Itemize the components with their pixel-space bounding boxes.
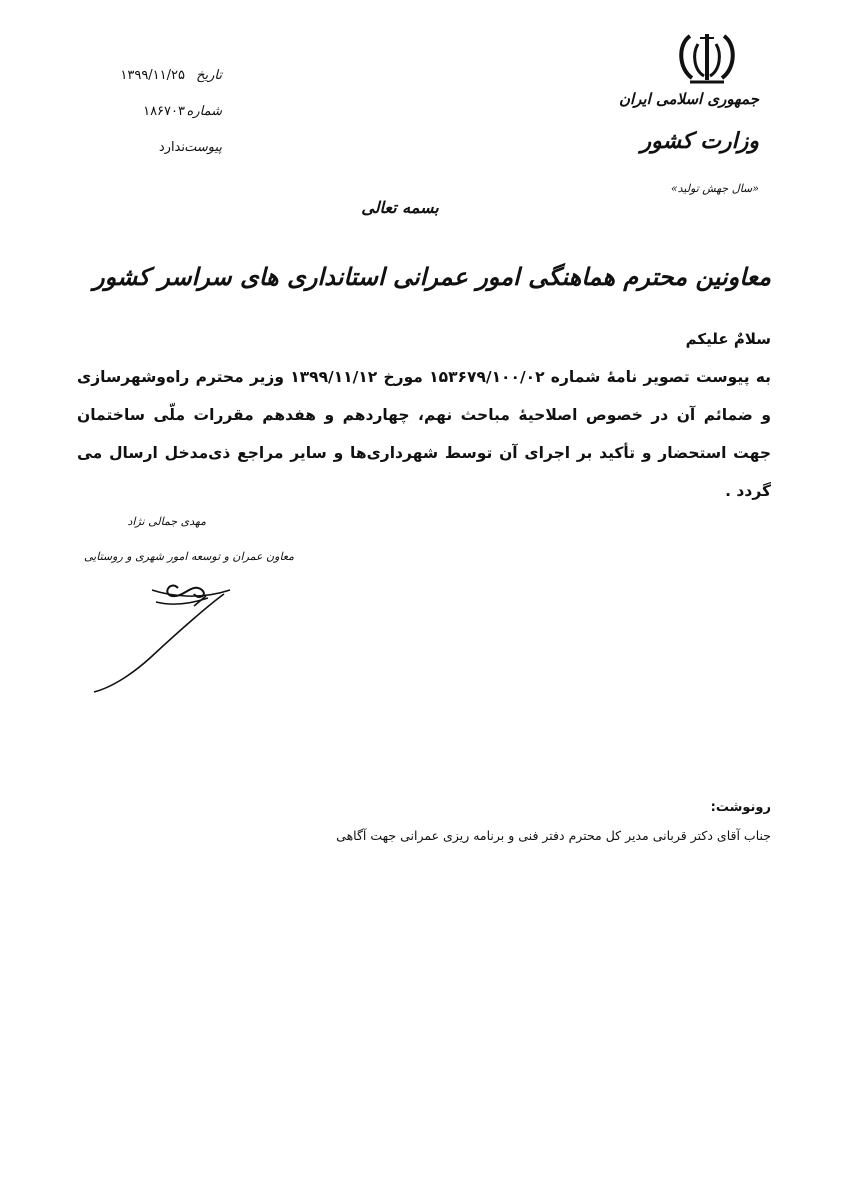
signatory-title: معاون عمران و توسعه امور شهری و روستایی	[84, 550, 294, 563]
cc-recipient: جناب آقای دکتر قربانی مدیر کل محترم دفتر فنی و برنامه ریزی عمرانی جهت آگاهی	[336, 828, 771, 843]
cc-label: رونوشت:	[710, 800, 771, 815]
meta-number-row	[100, 104, 240, 140]
letter-body: به پیوست تصویر نامهٔ شماره ۱۵۳۶۷۹/۱۰۰/۰۲ مورخ ۱۳۹۹/۱۱/۱۲ وزیر محترم راه‌وشهرسازی و ضمائم آن در خصوص اصلاحیهٔ مباحث نهم، چهاردهم و هفدهم مقررات ملّی ساختمان جهت استحضار و تأکید بر اجرای آن توسط شهرداری‌ها و سایر مراجع ذی‌مدخل ارسال می گردد .	[77, 368, 771, 500]
signatory-name: مهدی جمالی نژاد	[127, 515, 206, 528]
date-label: تاریخ	[196, 68, 222, 83]
attachment-value: ندارد	[158, 140, 185, 155]
attachment-label: پیوست	[184, 140, 222, 155]
number-label: شماره	[186, 104, 222, 119]
year-slogan: «سال جهش تولید»	[670, 182, 759, 195]
ministry-title: وزارت کشور	[640, 128, 759, 154]
meta-attachment-row	[100, 140, 240, 176]
greeting: سلامٌ علیکم	[685, 330, 771, 348]
meta-date-row	[100, 68, 240, 104]
republic-title: جمهوری اسلامی ایران	[618, 90, 759, 108]
handwritten-signature-icon	[90, 560, 260, 695]
iran-emblem-icon	[676, 30, 738, 88]
addressee: معاونین محترم هماهنگی امور عمرانی استانداری های سراسر کشور	[93, 262, 771, 291]
date-value: ۱۳۹۹/۱۱/۲۵	[120, 68, 185, 83]
letter-meta	[100, 68, 240, 176]
bismillah: بسمه تعالی	[361, 198, 439, 217]
number-value: ۱۸۶۷۰۳	[143, 104, 185, 119]
